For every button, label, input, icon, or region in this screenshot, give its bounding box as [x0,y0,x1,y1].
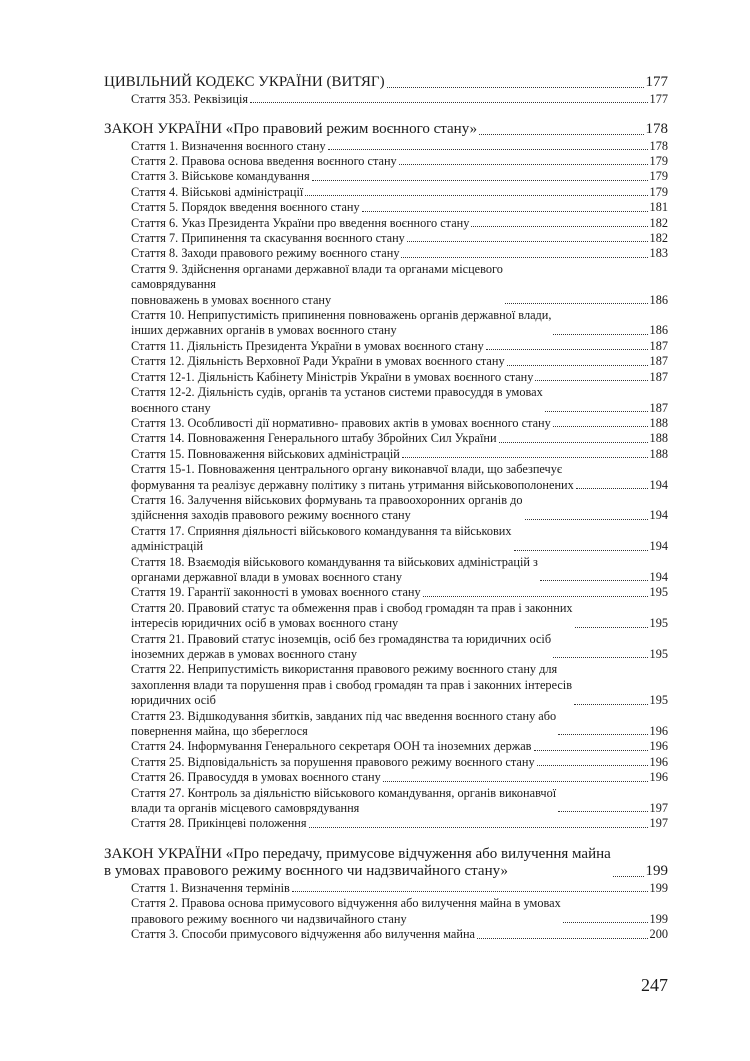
toc-entry-line: Стаття 5. Порядок введення воєнного стану [131,200,360,215]
toc-entry-text [131,786,556,817]
dot-leader [292,891,648,892]
toc-entry[interactable] [104,770,668,785]
toc-entry-line: Стаття 9. Здійснення органами державної влади та органами місцевого [131,261,503,276]
toc-entry-text [131,755,535,770]
toc-entry-line: органами державної влади в умовах воєнного стану [131,569,402,584]
dot-leader [534,750,648,751]
toc-entry-line: повноважень в умовах воєнного стану [131,292,332,307]
dot-leader [537,765,648,766]
toc-entry-line: захоплення влади та порушення прав і свобод громадян та прав і законних інтересів [131,677,573,692]
toc-entry-line: Стаття 24. Інформування Генерального секретаря ООН та іноземних держав [131,739,532,754]
toc-entry-text [131,555,538,586]
toc-entry-text [131,354,505,369]
toc-entry-text [131,585,421,600]
toc-entry-text [131,308,551,339]
toc-entry-page: 188 [649,431,668,446]
toc-entry-line: Стаття 23. Відшкодування збитків, завданих під час введення воєнного стану або [131,708,557,723]
toc-entry-page: 188 [649,446,668,461]
toc-entry-text [131,927,475,942]
dot-leader [423,596,648,597]
toc-entry-page: 199 [649,911,668,926]
toc-entry-line: інших державних органів в умовах воєнного стану [131,323,397,338]
toc-entry-line: іноземних держав в умовах воєнного стану [131,647,358,661]
toc-entry[interactable] [104,154,668,169]
toc-entry-page: 199 [649,881,668,896]
toc-entry[interactable] [104,585,668,600]
toc-entry-line: Стаття 15. Повноваження військових адміністрацій [131,446,400,461]
toc-entry-page: 177 [649,91,668,106]
toc-entry-text [131,416,551,431]
toc-entry-line: Стаття 18. Взаємодія військового командування та військових адміністрацій з [131,554,538,569]
toc-entry-text [131,493,523,524]
toc-entry-line: Стаття 19. Гарантії законності в умовах воєнного стану [131,585,421,600]
toc-entry-line: Стаття 12-2. Діяльність судів, органів та установ системи правосуддя в умовах [131,385,543,400]
section-heading-line: ЗАКОН УКРАЇНИ «Про правовий режим воєнного стану» [104,121,478,137]
toc-entry-text [131,200,360,215]
dot-leader [505,303,648,304]
toc-entry-page: 200 [649,927,668,942]
page-number: 247 [641,975,668,995]
toc-entry-page: 194 [649,569,668,584]
section-heading-page: 199 [645,863,668,880]
section-heading-line: ЦИВІЛЬНИЙ КОДЕКС УКРАЇНИ (ВИТЯГ) [104,74,385,90]
toc-entry-text [131,262,503,308]
toc-entry-line: Стаття 28. Прикінцеві положення [131,816,307,831]
toc-entry-line: Стаття 6. Указ Президента України про введення воєнного стану [131,215,470,230]
dot-leader [477,938,648,939]
toc-entry-line: Стаття 12-1. Діяльність Кабінету Міністрів України в умовах воєнного стану [131,369,534,384]
dot-leader [558,734,647,735]
toc-entry-page: 182 [649,231,668,246]
toc-entry-line: Стаття 14. Повноваження Генерального штабу Збройних Сил України [131,431,497,446]
dot-leader [545,411,648,412]
toc-entry-line: Стаття 1. Визначення термінів [131,881,290,896]
toc-entry-page: 178 [649,138,668,153]
dot-leader [499,442,648,443]
table-of-contents [104,74,668,943]
toc-entry[interactable] [104,555,668,586]
toc-entry-page: 179 [649,154,668,168]
section-heading-text [104,74,385,92]
toc-entry-page: 195 [649,693,668,708]
toc-entry-line: влади та органів місцевого самоврядування [131,801,360,816]
toc-entry-page: 182 [649,215,668,230]
toc-entry[interactable] [104,493,668,524]
toc-entry-page: 197 [649,816,668,831]
toc-entry-line: юридичних осіб [131,693,216,708]
toc-entry[interactable] [104,385,668,416]
toc-section [104,121,668,832]
toc-entry-page: 196 [649,770,668,785]
section-heading-line: ЗАКОН УКРАЇНИ «Про передачу, примусове відчуження або вилучення майна [104,845,611,862]
toc-entry[interactable] [104,231,668,246]
toc-entry-line: здійснення заходів правового режиму воєнного стану [131,508,411,523]
toc-entry-line: Стаття 21. Правовий статус іноземців, осіб без громадянства та юридичних осіб [131,631,552,646]
section-heading-line: в умовах правового режиму воєнного чи надзвичайного стану» [104,863,508,880]
toc-entry-text [131,139,326,154]
toc-entry-page: 183 [649,246,668,261]
toc-entry[interactable] [104,896,668,927]
toc-entry-line: Стаття 16. Залучення військових формувань та правоохоронних органів до [131,492,523,507]
toc-entry-line: Стаття 1. Визначення воєнного стану [131,138,326,153]
toc-entry-line: Стаття 2. Правова основа введення воєнного стану [131,154,397,168]
toc-entry-page: 188 [649,415,668,430]
toc-entry[interactable] [104,447,668,462]
dot-leader [328,149,648,150]
dot-leader [401,257,647,258]
toc-entry[interactable] [104,246,668,261]
toc-entry-line: Стаття 25. Відповідальність за порушення правового режиму воєнного стану [131,754,535,769]
toc-entry-page: 187 [649,400,668,415]
dot-leader [471,226,647,227]
toc-entry-line: Стаття 4. Військові адміністрації [131,184,304,199]
toc-entry-line: Стаття 353. Реквізиція [131,91,249,106]
toc-entry[interactable] [104,416,668,431]
toc-entry-text [131,154,397,169]
toc-entry[interactable] [104,662,668,708]
dot-leader [362,211,648,212]
dot-leader [576,488,648,489]
section-heading[interactable] [104,121,668,139]
dot-leader [250,102,648,103]
dot-leader [553,334,647,335]
toc-entry[interactable] [104,262,668,308]
dot-leader [563,922,648,923]
toc-entry[interactable] [104,92,668,107]
toc-entry-line: Стаття 17. Сприяння діяльності військового командування та військових [131,523,512,538]
dot-leader [553,426,648,427]
dot-leader [402,457,648,458]
toc-entry[interactable] [104,216,668,231]
toc-entry-page: 179 [649,169,668,184]
dot-leader [507,365,648,366]
toc-entry[interactable] [104,816,668,831]
toc-entry-line: Стаття 22. Неприпустимість використання правового режиму воєнного стану для [131,662,558,677]
toc-entry[interactable] [104,339,668,354]
toc-entry-line: адміністрацій [131,539,204,554]
toc-entry-text [131,632,551,663]
toc-entry-line: Стаття 7. Припинення та скасування воєнного стану [131,231,405,246]
toc-entry-page: 181 [649,200,668,215]
toc-entry[interactable] [104,462,668,493]
dot-leader [309,827,648,828]
toc-entry-line: воєнного стану [131,400,211,415]
dot-leader [399,164,648,165]
toc-entry-text [131,662,572,708]
toc-entry[interactable] [104,169,668,184]
toc-entry-text [131,601,573,632]
toc-entry-line: Стаття 15-1. Повноваження центрального органу виконавчої влади, що забезпечує [131,462,563,477]
dot-leader [383,781,648,782]
toc-entry-line: Стаття 27. Контроль за діяльністю військового командування, органів виконавчої [131,785,557,800]
toc-entry[interactable] [104,308,668,339]
toc-entry-line: правового режиму воєнного чи надзвичайного стану [131,911,407,926]
section-heading-text [104,846,611,881]
toc-entry[interactable] [104,524,668,555]
toc-entry-text [131,816,307,831]
toc-entry-page: 196 [649,724,668,739]
section-heading-page: 178 [645,121,668,137]
toc-entry-page: 194 [649,477,668,492]
toc-entry-page: 187 [649,354,668,369]
toc-entry-text [131,431,497,446]
toc-entry[interactable] [104,370,668,385]
toc-section [104,74,668,107]
toc-entry-text [131,739,532,754]
dot-leader [540,580,648,581]
toc-entry[interactable] [104,881,668,896]
toc-entry-page: 195 [649,585,668,600]
toc-entry[interactable] [104,354,668,369]
toc-entry[interactable] [104,200,668,215]
toc-entry-text [131,185,303,200]
toc-entry-text [131,770,381,785]
toc-entry[interactable] [104,927,668,942]
dot-leader [407,241,648,242]
toc-entry-line: інтересів юридичних осіб в умовах воєнного стану [131,616,399,631]
toc-entry-page: 196 [649,739,668,754]
toc-entry-text [131,370,533,385]
toc-entry-text [131,246,399,261]
toc-section [104,846,668,943]
toc-entry-line: Стаття 8. Заходи правового режиму воєнного стану [131,246,400,261]
toc-entry-line: Стаття 20. Правовий статус та обмеження прав і свобод громадян та прав і законних [131,600,573,615]
toc-entry-page: 197 [649,801,668,816]
toc-entry[interactable] [104,185,668,200]
toc-entry-page: 195 [649,616,668,631]
toc-entry-line: Стаття 10. Неприпустимість припинення повноважень органів державної влади, [131,308,552,323]
toc-entry[interactable] [104,139,668,154]
dot-leader [387,87,644,88]
toc-entry-page: 179 [649,184,668,199]
toc-entry-text [131,169,310,184]
toc-entry-text [131,447,400,462]
dot-leader [553,657,647,658]
toc-entry-text [131,339,484,354]
toc-entry-text [131,709,556,740]
toc-entry-page: 195 [649,647,668,661]
dot-leader [575,627,648,628]
toc-entry-page: 187 [649,369,668,384]
toc-entry[interactable] [104,709,668,740]
toc-entry-line: Стаття 13. Особливості дії нормативно- правових актів в умовах воєнного стану [131,415,551,430]
toc-entry-line: самоврядування [131,277,216,292]
toc-entry-text [131,524,512,555]
toc-entry-line: Стаття 3. Військове командування [131,169,310,184]
toc-entry-text [131,462,574,493]
toc-entry-page: 187 [649,338,668,353]
toc-entry-text [131,92,248,107]
toc-entry-line: Стаття 12. Діяльність Верховної Ради України в умовах воєнного стану [131,354,505,369]
section-heading-text [104,121,477,139]
dot-leader [514,550,648,551]
section-heading[interactable] [104,74,668,92]
toc-entry-text [131,881,290,896]
toc-entry[interactable] [104,739,668,754]
dot-leader [574,704,648,705]
dot-leader [535,380,647,381]
toc-entry-line: формування та реалізує державну політику з питань утримання військовополонених [131,477,574,492]
toc-entry-line: повернення майна, що збереглося [131,724,308,739]
toc-entry-line: Стаття 11. Діяльність Президента України в умовах воєнного стану [131,338,484,353]
dot-leader [312,180,648,181]
toc-entry-line: Стаття 2. Правова основа примусового відчуження або вилучення майна в умовах [131,896,561,911]
dot-leader [479,134,643,135]
toc-entry-page: 186 [649,323,668,338]
dot-leader [525,519,648,520]
toc-entry[interactable] [104,601,668,632]
toc-entry-text [131,896,561,927]
toc-entry[interactable] [104,755,668,770]
toc-entry-line: Стаття 26. Правосуддя в умовах воєнного стану [131,770,381,785]
toc-entry-text [131,216,469,231]
dot-leader [558,811,647,812]
toc-entry-line: Стаття 3. Способи примусового відчуження або вилучення майна [131,927,476,942]
toc-entry-page: 186 [649,292,668,307]
toc-entry-page: 196 [649,754,668,769]
dot-leader [613,876,644,877]
toc-entry-page: 194 [649,539,668,554]
toc-entry[interactable] [104,431,668,446]
toc-entry-text [131,231,405,246]
section-heading-page: 177 [645,74,668,90]
dot-leader [486,349,648,350]
toc-entry-text [131,385,543,416]
toc-entry[interactable] [104,632,668,663]
toc-entry-page: 194 [649,508,668,523]
dot-leader [305,195,647,196]
toc-entry[interactable] [104,786,668,817]
section-heading[interactable] [104,846,668,881]
